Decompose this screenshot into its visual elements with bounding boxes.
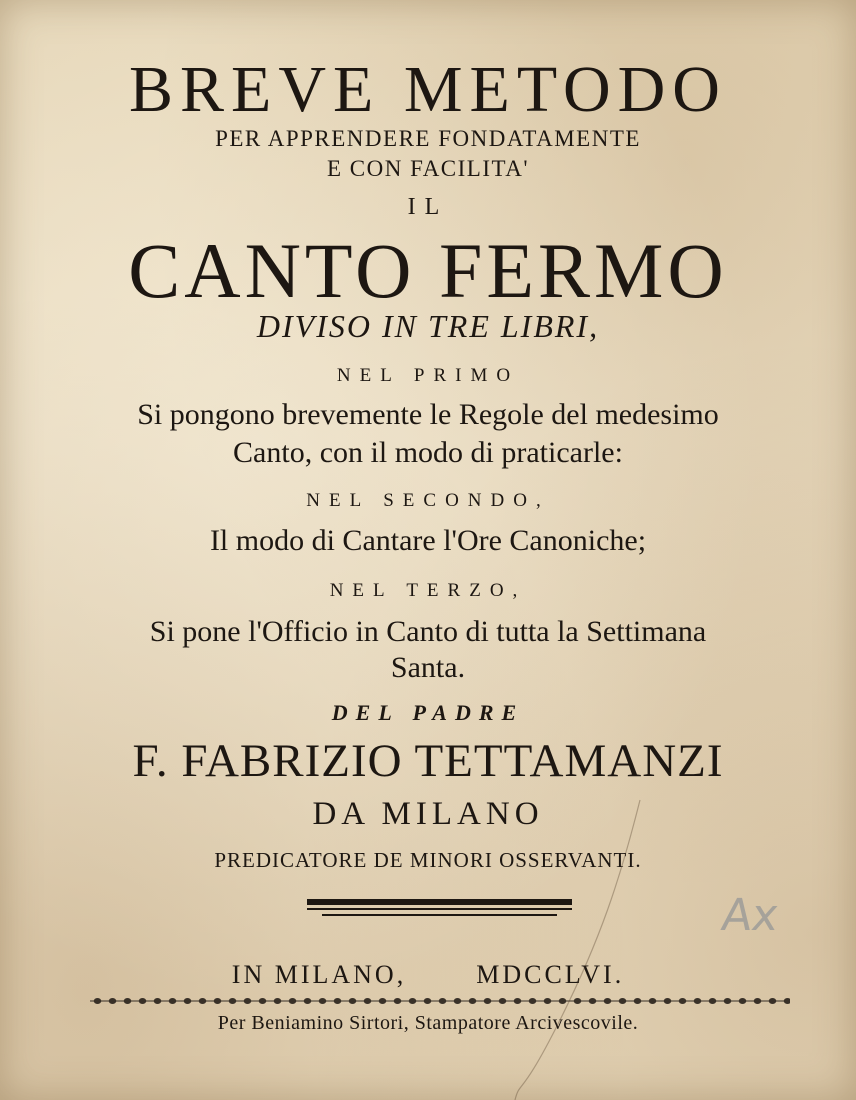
divider-rule-thin xyxy=(307,908,572,910)
main-title-line-2: CANTO FERMO xyxy=(128,227,728,314)
ornamental-border xyxy=(90,995,790,1007)
divider-rule-thick xyxy=(307,899,572,905)
division-note: DIVISO IN TRE LIBRI, xyxy=(256,308,600,344)
subtitle-line-1: PER APPRENDERE FONDATAMENTE xyxy=(215,126,641,151)
book-1-text-line-1: Si pongono brevemente le Regole del medesimo xyxy=(137,398,719,431)
book-2-heading: NEL SECONDO, xyxy=(306,490,550,511)
author-name: F. FABRIZIO TETTAMANZI xyxy=(132,735,724,787)
printer-line: Per Beniamino Sirtori, Stampatore Arcivescovile. xyxy=(217,1012,639,1034)
book-3-text-line-2: Santa. xyxy=(390,651,466,684)
main-title-line-1: BREVE METODO xyxy=(129,53,727,126)
subtitle-line-2: E CON FACILITA' xyxy=(327,156,529,181)
handwritten-mark: Ax xyxy=(718,890,782,941)
by-line: DEL PADRE xyxy=(331,700,525,725)
book-3-heading: NEL TERZO, xyxy=(329,580,527,601)
book-1-heading: NEL PRIMO xyxy=(336,365,520,386)
imprint-place: IN MILANO, xyxy=(231,960,407,989)
imprint-year: MDCCLVI. xyxy=(476,960,625,989)
author-role: PREDICATORE DE MINORI OSSERVANTI. xyxy=(214,848,642,872)
imprint-line xyxy=(0,960,856,990)
author-city: DA MILANO xyxy=(312,796,544,832)
divider-rule-short xyxy=(322,914,557,916)
book-2-text: Il modo di Cantare l'Ore Canoniche; xyxy=(209,524,647,557)
book-3-text-line-1: Si pone l'Officio in Canto di tutta la Settimana xyxy=(149,615,707,648)
title-article: IL xyxy=(407,194,449,220)
book-1-text-line-2: Canto, con il modo di praticarle: xyxy=(233,436,623,469)
